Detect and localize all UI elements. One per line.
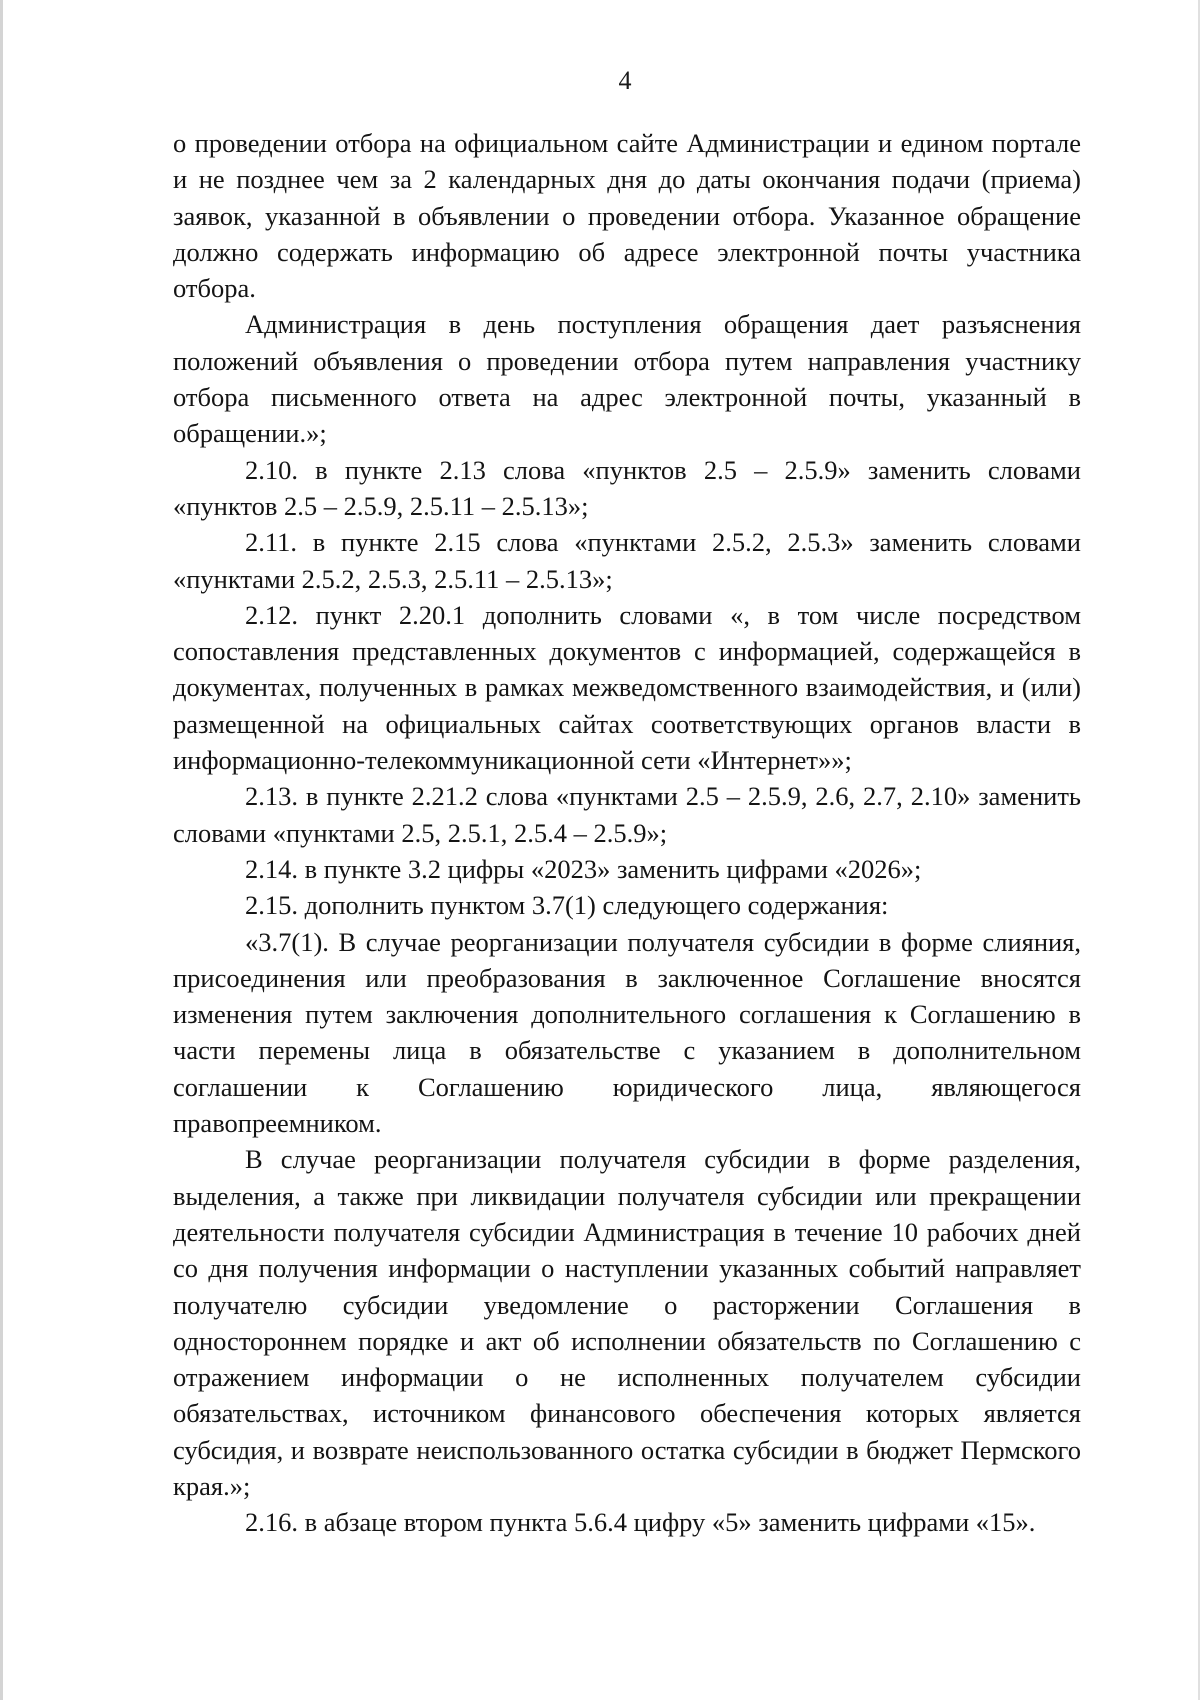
paragraph: 2.10. в пункте 2.13 слова «пунктов 2.5 – 2.5.9» заменить словами «пунктов 2.5 – 2.5.9, 2.5.11 – 2.5.13»; [173,454,1081,521]
paragraph: «3.7(1). В случае реорганизации получателя субсидии в форме слияния, присоединения или преобразования в заключенное Соглашение вносятся изменения путем заключения дополнительного соглашения к Соглашению в части перемены лица в обязательстве с указанием в дополнительном соглашении к Соглашению юридического лица, являющегося правопреемником. [173,926,1081,1139]
paragraph: 2.14. в пункте 3.2 цифры «2023» заменить цифрами «2026»; [245,853,922,884]
paragraph: 2.16. в абзаце втором пункта 5.6.4 цифру «5» заменить цифрами «15». [245,1507,1036,1538]
paragraph: В случае реорганизации получателя субсидии в форме разделения, выделения, а также при ликвидации получателя субсидии или прекращении деятельности получателя субсидии Администрация в течение 10 рабочих дней со дня получения информации о наступлении указанных событий направляет получателю субсидии уведомление о расторжении Соглашения в одностороннем порядке и акт об исполнении обязательств по Соглашению с отражением информации о не исполненных получателем субсидии обязательствах, источником финансового обеспечения которых является субсидия, и возврате неиспользованного остатка субсидии в бюджет Пермского края.»; [173,1144,1081,1501]
document-body [173,125,1081,1541]
scan-edge-left [0,0,3,1700]
paragraph: 2.12. пункт 2.20.1 дополнить словами «, в том числе посредством сопоставления представленных документов с информацией, содержащейся в документах, полученных в рамках межведомственного взаимодействия, и (или) размещенной на официальных сайтах соответствующих органов власти в информационно-телекоммуникационной сети «Интернет»»; [173,599,1081,776]
paragraph: 2.15. дополнить пунктом 3.7(1) следующего содержания: [245,890,889,921]
paragraph: о проведении отбора на официальном сайте Администрации и едином портале и не позднее чем за 2 календарных дня до даты окончания подачи (приема) заявок, указанной в объявлении о проведении отбора. Указанное обращение должно содержать информацию об адресе электронной почты участника отбора. [173,128,1081,304]
paragraph: 2.13. в пункте 2.21.2 слова «пунктами 2.5 – 2.5.9, 2.6, 2.7, 2.10» заменить словами «пунктами 2.5, 2.5.1, 2.5.4 – 2.5.9»; [173,781,1081,848]
paragraph: Администрация в день поступления обращения дает разъяснения положений объявления о проведении отбора путем направления участнику отбора письменного ответа на адрес электронной почты, указанный в обращении.»; [173,309,1081,449]
paragraph: 2.11. в пункте 2.15 слова «пунктами 2.5.2, 2.5.3» заменить словами «пунктами 2.5.2, 2.5.3, 2.5.11 – 2.5.13»; [173,527,1081,594]
page-number: 4 [618,66,632,95]
